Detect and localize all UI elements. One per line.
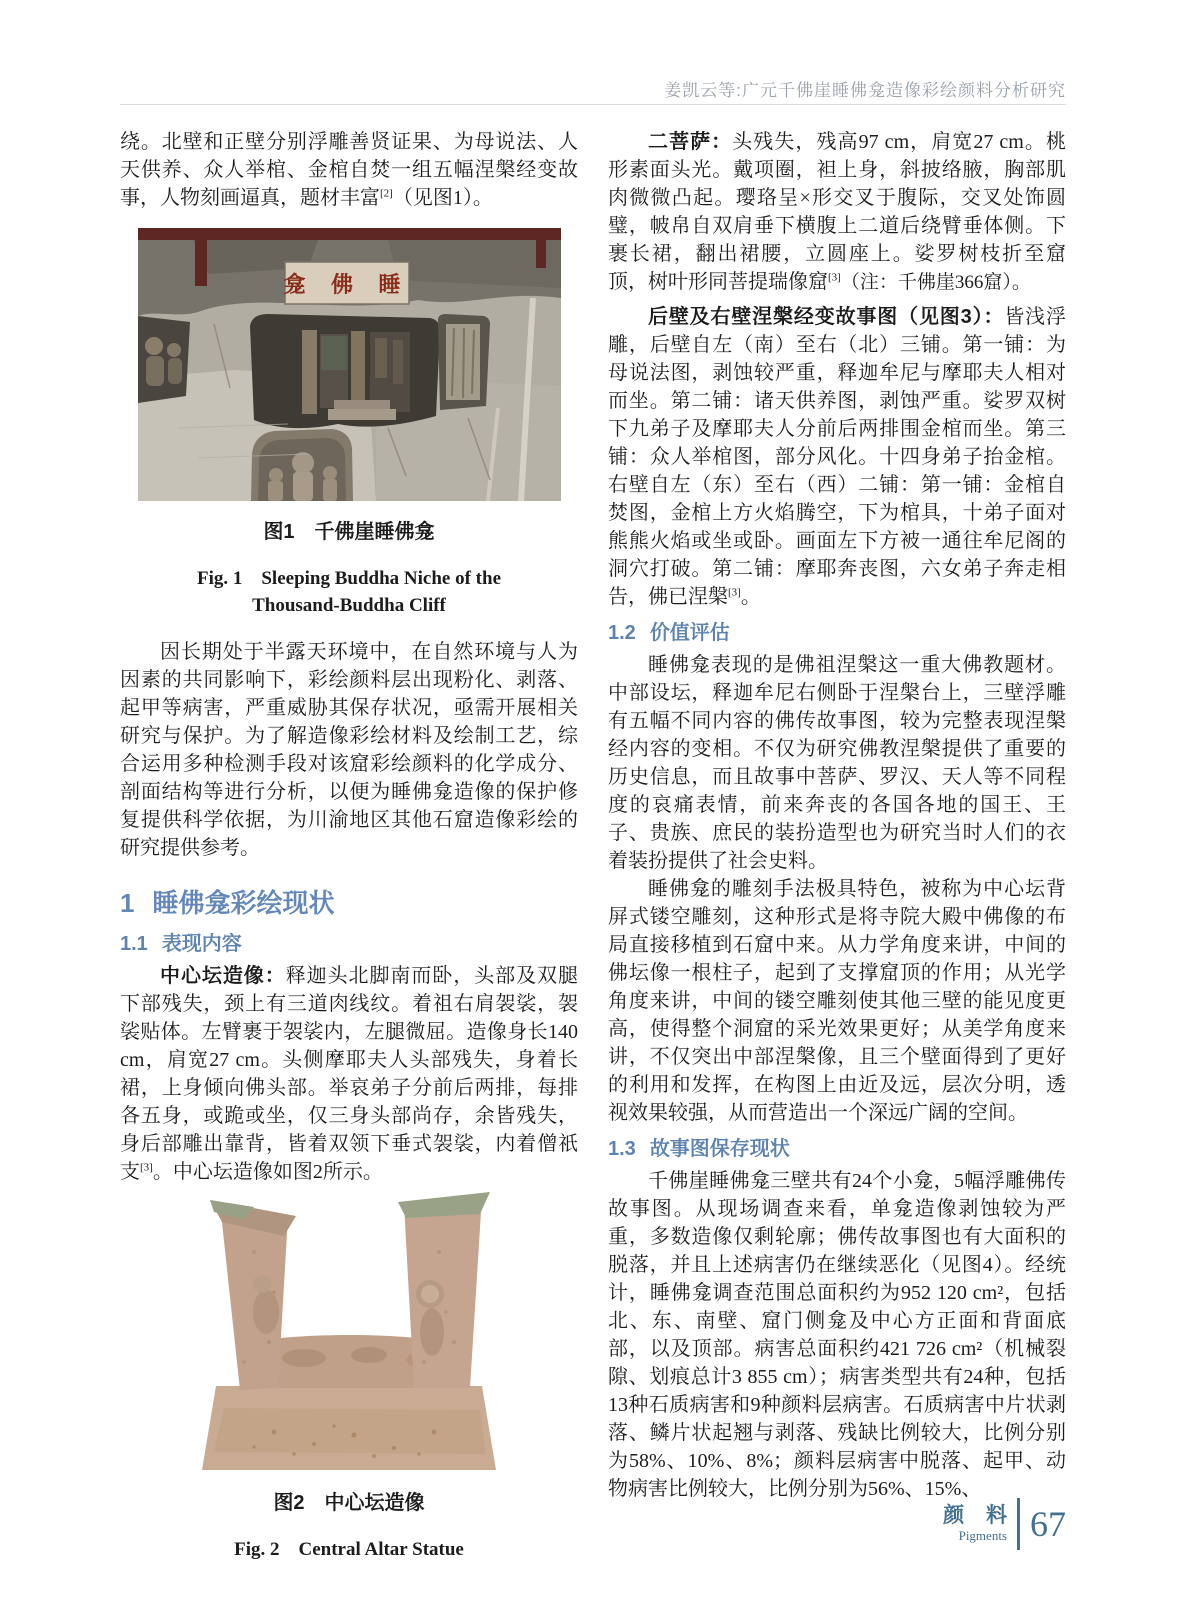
- page-number: 67: [1030, 1504, 1066, 1544]
- section-1-heading: 1 睡佛龛彩绘现状: [120, 888, 335, 918]
- right-column: [608, 0, 1066, 1503]
- citation-ref-2: [2]: [380, 187, 393, 200]
- figure1-caption-zh: 图1 千佛崖睡佛龛: [263, 521, 435, 543]
- running-header: 姜凯云等:广元千佛崖睡佛龛造像彩绘颜料分析研究: [664, 81, 1066, 100]
- paragraph-intro-tail: （见图1）。: [392, 187, 493, 209]
- section-1-3-heading: 1.3 故事图保存现状: [608, 1138, 790, 1160]
- journal-name-zh: 颜 料: [943, 1504, 1015, 1527]
- journal-name: [943, 1504, 1015, 1544]
- page-footer: [943, 1498, 1066, 1550]
- left-column: [120, 0, 578, 1582]
- paragraph-bodhisattva: 二菩萨：头残失，残高97 cm，肩宽27 cm。桃形素面头光。戴项圈，袒上身，斜披络腋，胸部肌肉微微凸起。璎珞呈×形交叉于腹际，交叉处饰圆璧，帔帛自双肩垂下横腹上二道后绕臂垂体侧。下裹长裙，翻出裙腰，立圆座上。娑罗树枝折至窟顶，树叶形同菩提瑞像窟[3]（注：千佛崖366窟）。: [608, 131, 1066, 293]
- figure2-caption-zh: 图2 中心坛造像: [273, 1492, 425, 1514]
- paragraph-carving: 睡佛龛的雕刻手法极具特色，被称为中心坛背屏式镂空雕刻，这种形式是将寺院大殿中佛像的布局直接移植到石窟中来。从力学角度来讲，中间的佛坛像一根柱子，起到了支撑窟顶的作用；从光学角度来讲，中间的镂空雕刻使其他三壁的能见度更高，使得整个洞窟的采光效果更好；从美学角度来讲，不仅突出中部涅槃像，且三个壁面得到了更好的利用和发挥，在构图上由近及远，层次分明，透视效果较强，从而营造出一个深远广阔的空间。: [608, 878, 1066, 1124]
- citation-ref-3b: [3]: [828, 271, 841, 284]
- journal-name-en: Pigments: [958, 1528, 1007, 1543]
- cliff-niche-photo: [138, 228, 561, 501]
- paragraph-condition: 千佛崖睡佛龛三壁共有24个小龛，5幅浮雕佛传故事图。从现场调查来看，单龛造像剥蚀较为严重，多数造像仅剩轮廓；佛传故事图也有大面积的脱落，并且上述病害仍在继续恶化（见图4）。经统计，睡佛龛调查范围总面积约为952 120 cm²，包括北、东、南壁、窟门侧龛及中心方正面和背面底部，以及顶部。病害总面积约421 726 cm²（机械裂隙、划痕总计3 855 cm）；病害类型共有24种，包括13种石质病害和9种颜料层病害。石质病害中片状剥落、鳞片状起翘与剥落、残缺比例较大，比例分别为58%、10%、8%；颜料层病害中脱落、起甲、动物病害比例较大，比例分别为56%、15%、: [608, 1170, 1066, 1500]
- paragraph-nirvana: 后壁及右壁涅槃经变故事图（见图3）：皆浅浮雕，后壁自左（南）至右（北）三铺。第一铺：为母说法图，剥蚀较严重，释迦牟尼与摩耶夫人相对而坐。第二铺：诸天供养图，剥蚀严重。娑罗双树下九弟子及摩耶夫人分前后两排围金棺而坐。第三铺：众人举棺图，部分风化。十四身弟子抬金棺。右壁自左（东）至右（西）二铺：第一铺：金棺自焚图，金棺上方火焰腾空，下为棺具，十弟子面对熊熊火焰或坐或卧。画面左下方被一通往牟尼阁的洞穴打破。第二铺：摩耶奔丧图，六女弟子奔走相告，佛已涅槃[3]。: [608, 306, 1066, 608]
- section-1-2-heading: 1.2 价值评估: [608, 622, 730, 644]
- left-niche: [138, 316, 190, 403]
- figure2-caption-en: Fig. 2 Central Altar Statue: [234, 1539, 464, 1560]
- citation-ref-3a: [3]: [140, 1161, 153, 1174]
- figure1-caption-en: Fig. 1 Sleeping Buddha Niche of the Thousand-Buddha Cliff: [196, 568, 502, 616]
- paragraph-intro-body: 绕。北壁和正壁分别浮雕善贤证果、为母说法、人天供养、众人举棺、金棺自焚一组五幅涅槃经变故事，人物刻画逼真，题材丰富: [120, 131, 578, 209]
- paragraph-value: 睡佛龛表现的是佛祖涅槃这一重大佛教题材。中部设坛，释迦牟尼右侧卧于涅槃台上，三壁浮雕有五幅不同内容的佛传故事图，较为完整表现涅槃经内容的变相。不仅为研究佛教涅槃提供了重要的历史信息，而且故事中菩萨、罗汉、天人等不同程度的哀痛表情，前来奔丧的各国各地的国王、王子、贵族、庶民的装扮造型也为研究当时人们的衣着装扮提供了社会史料。: [608, 654, 1066, 872]
- paragraph-bodhisattva-lead: 二菩萨：: [648, 131, 733, 153]
- central-altar-statue-photo: [184, 1192, 514, 1472]
- paragraph-altar-lead: 中心坛造像：: [160, 965, 286, 987]
- section-1-1-heading: 1.1 表现内容: [120, 933, 242, 955]
- paragraph-intro: [120, 128, 578, 212]
- plaque-text: 龛 佛 睡: [282, 272, 411, 297]
- paragraph-nirvana-lead: 后壁及右壁涅槃经变故事图（见图3）：: [648, 306, 1005, 328]
- paragraph-damage: 因长期处于半露天环境中，在自然环境与人为因素的共同影响下，彩绘颜料层出现粉化、剥落、起甲等病害，严重威胁其保存状况，亟需开展相关研究与保护。为了解造像彩绘材料及绘制工艺，综合运用多种检测手段对该窟彩绘颜料的化学成分、剖面结构等进行分析，以便为睡佛龛造像的保护修复提供科学依据，为川渝地区其他石窟造像彩绘的研究提供参考。: [120, 641, 578, 859]
- paragraph-altar: 中心坛造像：释迦头北脚南而卧，头部及双腿下部残失，颈上有三道肉线纹。着祖右肩袈裟，袈裟贴体。左臂裹于袈裟内，左腿微屈。造像身长140 cm，肩宽27 cm。头侧摩耶夫人头部残失，身着长裙，上身倾向佛头部。举哀弟子分前后两排，每排各五身，或跪或坐，仅三身头部尚存，余皆残失，身后部雕出靠背，皆着双领下垂式袈裟，内着僧祇支[3]。中心坛造像如图2所示。: [120, 965, 579, 1183]
- figure-2: [184, 1192, 514, 1480]
- citation-ref-3c: [3]: [728, 586, 741, 599]
- footer-divider: [1017, 1498, 1020, 1550]
- figure-1: [138, 228, 561, 509]
